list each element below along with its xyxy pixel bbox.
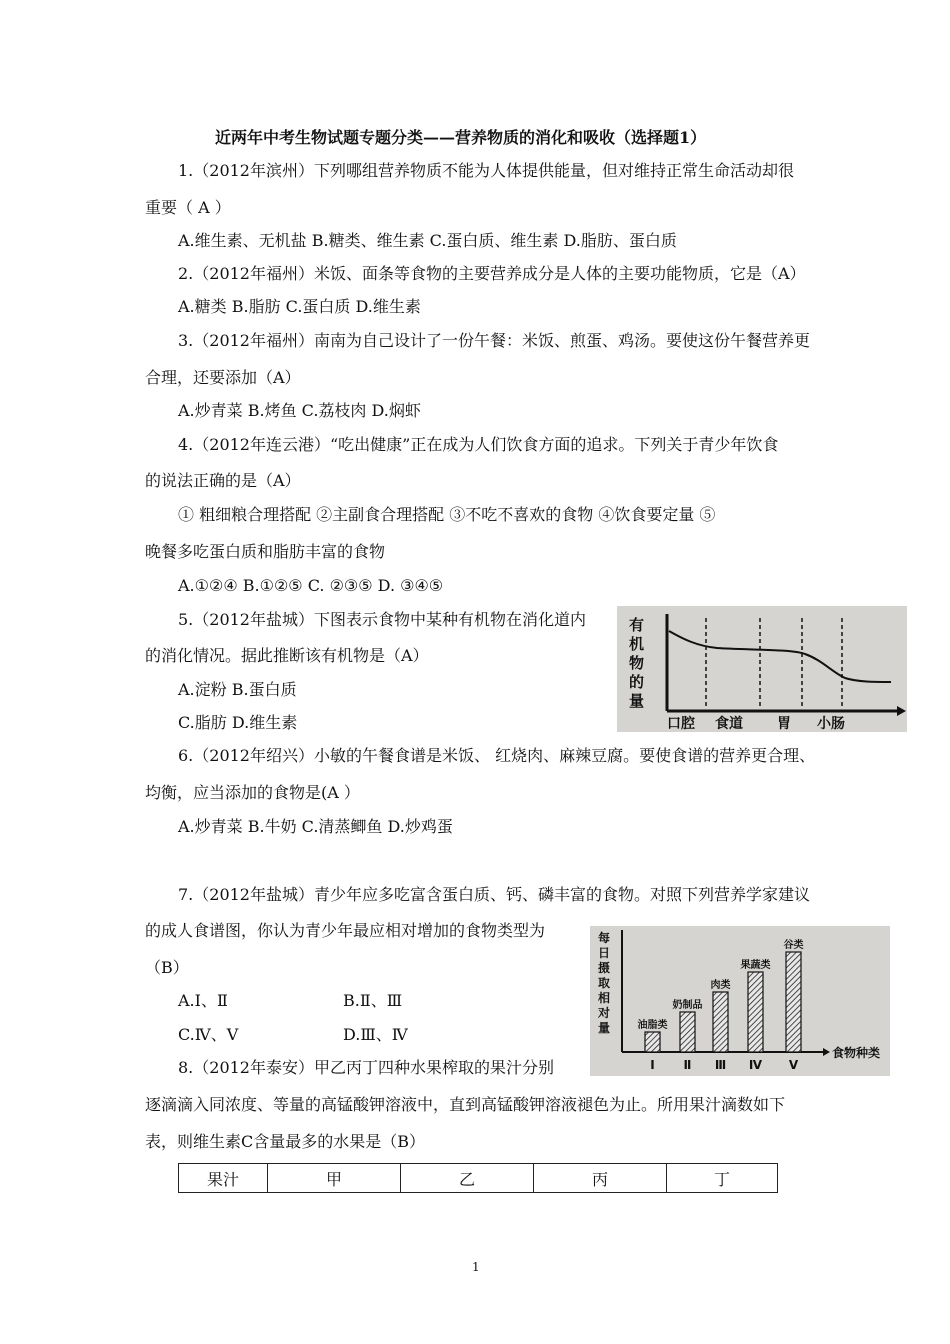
chart-ylabel-char: 量 [598, 1021, 611, 1035]
table-header-cell: 丁 [667, 1164, 778, 1193]
q8-stem-line2: 逐滴滴入同浓度、等量的高锰酸钾溶液中，直到高锰酸钾溶液褪色为止。所用果汁滴数如下 [145, 1095, 786, 1114]
q7-option-b: B.Ⅱ、Ⅲ [343, 991, 403, 1010]
table-header-cell: 乙 [401, 1164, 534, 1193]
q3-stem-line1: 3.（2012年福州）南南为自己设计了一份午餐：米饭、煎蛋、鸡汤。要使这份午餐营养更 [178, 331, 810, 350]
q1-stem-line2: 重要（ A ） [145, 198, 231, 217]
chart-bar-label: 油脂类 [637, 1020, 668, 1031]
fig5-ylabel-char: 有 [629, 616, 645, 634]
chart-x-tick-label: Ⅳ [748, 1058, 763, 1072]
table-header-cell: 果汁 [179, 1164, 268, 1193]
q7-stem-line1: 7.（2012年盐城）青少年应多吃富含蛋白质、钙、磷丰富的食物。对照下列营养学家建议 [178, 885, 810, 904]
page-title: 近两年中考生物试题专题分类——营养物质的消化和吸收（选择题1） [215, 128, 707, 147]
q8-stem-line3: 表，则维生素C含量最多的水果是（B） [145, 1132, 426, 1151]
q1-stem-line1: 1.（2012年滨州）下列哪组营养物质不能为人体提供能量，但对维持正常生命活动却很 [178, 161, 794, 180]
q6-stem-line2: 均衡，应当添加的食物是(A ） [145, 783, 360, 802]
q6-options: A.炒青菜 B.牛奶 C.清蒸鲫鱼 D.炒鸡蛋 [178, 817, 453, 836]
fig5-ylabel-char: 物 [629, 654, 645, 672]
chart-ylabel-char: 对 [598, 1006, 611, 1020]
q7-stem-line2: 的成人食谱图，你认为青少年最应相对增加的食物类型为 [145, 921, 546, 940]
chart-x-tick-label: Ⅲ [714, 1058, 727, 1072]
q3-stem-line2: 合理，还要添加（A） [145, 368, 301, 387]
chart-bar-label: 肉类 [710, 980, 731, 991]
q2-stem: 2.（2012年福州）米饭、面条等食物的主要营养成分是人体的主要功能物质，它是（A） [178, 264, 806, 283]
q5-stem-line1: 5.（2012年盐城）下图表示食物中某种有机物在消化道内 [178, 610, 586, 629]
q4-statements-line2: 晚餐多吃蛋白质和脂肪丰富的食物 [145, 542, 386, 561]
q5-options-cd: C.脂肪 D.维生素 [178, 713, 298, 732]
q4-stem-line2: 的说法正确的是（A） [145, 471, 301, 490]
digestion-curve-figure [617, 606, 907, 732]
chart-bar [645, 1032, 660, 1052]
fig5-x-label: 胃 [777, 716, 791, 732]
chart-bar-label: 果蔬类 [740, 960, 771, 971]
chart-xlabel: 食物种类 [832, 1046, 881, 1060]
q7-option-d: D.Ⅲ、Ⅳ [343, 1025, 408, 1044]
chart-bar [713, 992, 728, 1052]
page-number: 1 [472, 1260, 480, 1274]
fig5-x-label: 小肠 [817, 716, 845, 732]
q4-statements-line1: ① 粗细粮合理搭配 ②主副食合理搭配 ③不吃不喜欢的食物 ④饮食要定量 ⑤ [178, 505, 716, 524]
chart-x-tick-label: Ⅱ [683, 1058, 692, 1072]
chart-bar [680, 1012, 695, 1052]
chart-x-tick-label: Ⅴ [788, 1058, 799, 1072]
chart-ylabel-char: 日 [598, 946, 611, 960]
fig5-ylabel-char: 机 [629, 635, 645, 653]
q4-options: A.①②④ B.①②⑤ C. ②③⑤ D. ③④⑤ [178, 576, 444, 595]
q5-options-ab: A.淀粉 B.蛋白质 [178, 680, 297, 699]
food-intake-bar-chart [590, 926, 890, 1076]
juice-drops-table [178, 1163, 778, 1193]
table-header-cell: 甲 [268, 1164, 401, 1193]
fig5-ylabel-char: 量 [629, 692, 645, 710]
q6-stem-line1: 6.（2012年绍兴）小敏的午餐食谱是米饭、 红烧肉、麻辣豆腐。要使食谱的营养更合理、 [178, 746, 816, 765]
chart-x-tick-label: Ⅰ [650, 1058, 655, 1072]
chart-bar [748, 972, 763, 1052]
chart-ylabel-char: 取 [598, 976, 611, 990]
fig5-ylabel-char: 的 [629, 673, 645, 691]
fig5-x-label: 食道 [715, 716, 743, 732]
q7-stem-line3: （B） [145, 958, 189, 977]
q3-options: A.炒青菜 B.烤鱼 C.荔枝肉 D.焖虾 [178, 401, 421, 420]
q5-stem-line2: 的消化情况。据此推断该有机物是（A） [145, 646, 429, 665]
chart-bar [786, 952, 801, 1052]
chart-ylabel-char: 相 [598, 991, 611, 1005]
q8-stem-line1: 8.（2012年泰安）甲乙丙丁四种水果榨取的果汁分别 [178, 1058, 554, 1077]
q7-option-c: C.Ⅳ、Ⅴ [178, 1025, 239, 1044]
fig5-x-label: 口腔 [667, 716, 695, 732]
q4-stem-line1: 4.（2012年连云港）“吃出健康”正在成为人们饮食方面的追求。下列关于青少年饮食 [178, 435, 779, 454]
chart-ylabel-char: 每 [598, 931, 611, 945]
table-header-cell: 丙 [534, 1164, 667, 1193]
chart-bar-label: 奶制品 [672, 1000, 703, 1011]
q2-options: A.糖类 B.脂肪 C.蛋白质 D.维生素 [178, 297, 421, 316]
table-row [179, 1164, 778, 1193]
q7-option-a: A.Ⅰ、Ⅱ [178, 991, 228, 1010]
chart-ylabel-char: 摄 [598, 961, 611, 975]
chart-bar-label: 谷类 [783, 940, 804, 951]
q1-options: A.维生素、无机盐 B.糖类、维生素 C.蛋白质、维生素 D.脂肪、蛋白质 [178, 231, 677, 250]
